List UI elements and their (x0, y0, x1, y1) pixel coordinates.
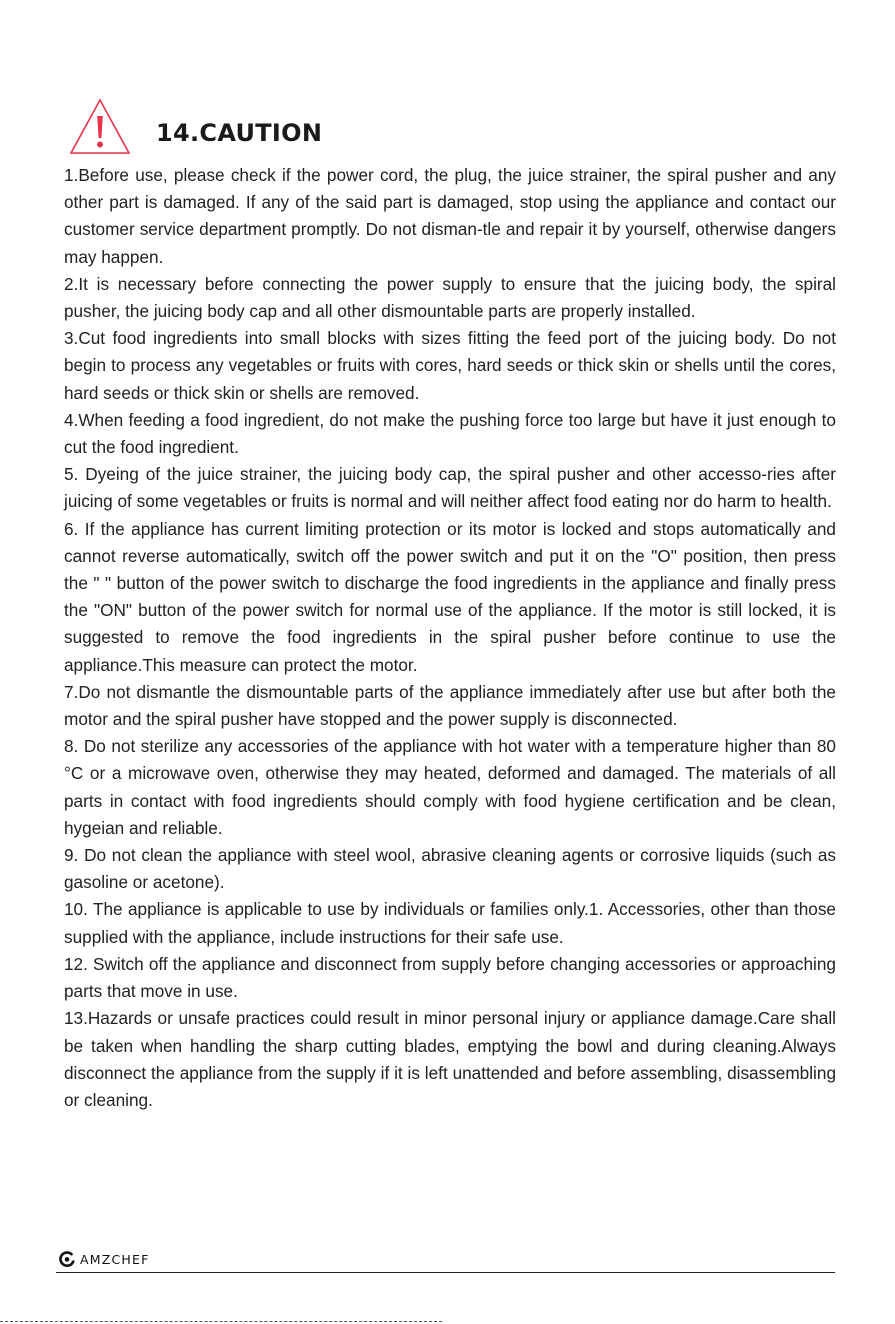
footer-divider (56, 1272, 835, 1273)
caution-body (64, 162, 836, 1114)
caution-item-7: 7.Do not dismantle the dismountable parts of the appliance immediately after use but after both the motor and the spiral pusher have stopped and the power supply is disconnected. (64, 681, 836, 730)
caution-item-4: 4.When feeding a food ingredient, do not make the pushing force too large but have it just enough to cut the food ingredient. (64, 409, 836, 458)
caution-item-13: 13.Hazards or unsafe practices could result in minor personal injury or appliance damage.Care shall be taken when handling the sharp cutting blades, emptying the bowl and during cleaning.Always disconnect the appliance from the supply if it is left unattended and before assembling, disassembling or cleaning. (64, 1008, 836, 1110)
amzchef-logo-icon (58, 1250, 76, 1268)
caution-item-5: 5. Dyeing of the juice strainer, the juicing body cap, the spiral pusher and other accesso-ries after juicing of some vegetables or fruits is normal and will neither affect food eating nor do harm to health. (64, 464, 836, 512)
caution-item-3: 3.Cut food ingredients into small blocks with sizes fitting the feed port of the juicing body. Do not begin to process any vegetables or fruits with cores, hard seeds or thick skin or shells until the cores, hard seeds or thick skin or shells are removed. (64, 328, 836, 403)
caution-item-9: 9. Do not clean the appliance with steel wool, abrasive cleaning agents or corrosive liquids (such as gasoline or acetone). (64, 845, 836, 893)
caution-item-1: 1.Before use, please check if the power cord, the plug, the juice strainer, the spiral pusher and any other part is damaged. If any of the said part is damaged, stop using the appliance and contact our customer service department promptly. Do not disman-tle and repair it by yourself, otherwise dangers may happen. (64, 165, 836, 267)
footer-brand (58, 1250, 150, 1268)
caution-item-2: 2.It is necessary before connecting the power supply to ensure that the juicing body, the spiral pusher, the juicing body cap and all other dismountable parts are properly installed. (64, 273, 836, 322)
caution-item-6: 6. If the appliance has current limiting protection or its motor is locked and stops automatically and cannot reverse automatically, switch off the power switch and put it on the "O" position, then press the " " button of the power switch to discharge the food ingredients in the appliance and finally press the "ON" button of the power switch for normal use of the appliance. If the motor is still locked, it is suggested to remove the food ingredients in the spiral pusher before continue to use the appliance.This measure can protect the motor. (64, 518, 836, 675)
caution-header (68, 96, 322, 158)
brand-name: AMZCHEF (80, 1251, 150, 1267)
section-title: 14.CAUTION (156, 119, 323, 147)
warning-triangle-icon (68, 97, 132, 157)
caution-item-10: 10. The appliance is applicable to use by individuals or families only.1. Accessories, other than those supplied with the appliance, include instructions for their safe use. (64, 899, 836, 947)
caution-item-12: 12. Switch off the appliance and disconnect from supply before changing accessories or approaching parts that move in use. (64, 953, 836, 1002)
caution-item-8: 8. Do not sterilize any accessories of the appliance with hot water with a temperature higher than 80 °C or a microwave oven, otherwise they may heated, deformed and damaged. The materials of all parts in contact with food ingredients should comply with food hygiene certification and be clean, hygeian and reliable. (64, 736, 836, 838)
bottom-dashed-line (0, 1321, 442, 1322)
